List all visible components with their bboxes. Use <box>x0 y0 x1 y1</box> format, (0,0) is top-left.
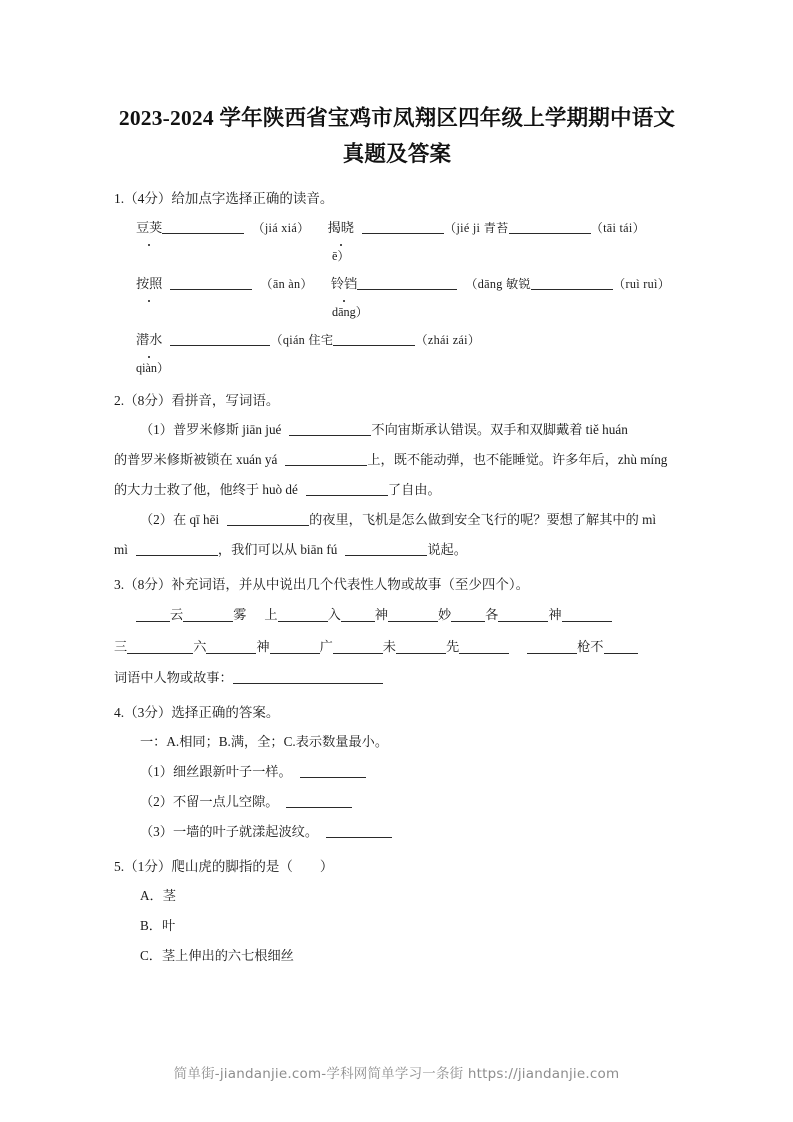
q3-r2-blank-8[interactable] <box>604 640 638 654</box>
q2-blank-6[interactable] <box>345 542 427 556</box>
question-1-line-1 <box>114 213 690 269</box>
question-5-choice-b[interactable]: B．叶 <box>140 918 176 933</box>
question-2-sub2-line2 <box>114 535 690 565</box>
q3-r2-char-1: 三 <box>114 639 128 654</box>
q4-item-3-blank[interactable] <box>326 824 392 838</box>
question-4-points: （3分） <box>124 705 172 720</box>
q1-pinyin-4: （ān àn） <box>260 277 313 291</box>
q1-pinyin-6: （ruì ruì） <box>612 277 671 291</box>
question-2-points: （8分） <box>124 393 172 408</box>
q3-r2-blank-3[interactable] <box>270 640 320 654</box>
q1-pinyin-4-wrap: dāng） <box>332 305 368 319</box>
page-title <box>112 100 682 172</box>
q3-r2-blank-7[interactable] <box>527 640 577 654</box>
q3-r1-blank-7[interactable] <box>498 608 548 622</box>
q1-blank-1[interactable] <box>162 220 244 234</box>
q1-pinyin-7: （qián 住宅 <box>270 333 334 347</box>
question-3-idiom-row-1 <box>114 599 690 631</box>
questions-container <box>114 185 690 973</box>
q2-sub1-text-a: （1）普罗米修斯 jiān jué <box>140 422 282 437</box>
q2-sub1-text-c: 的普罗米修斯被锁在 xuán yá <box>114 452 278 467</box>
q1-word-qianshui: 潜水 <box>136 325 162 355</box>
q3-r1-char-1: 云 <box>170 607 184 622</box>
q3-r1-blank-1[interactable] <box>136 608 170 622</box>
q2-blank-1[interactable] <box>289 422 371 436</box>
q1-word-jiexiao: 揭晓 <box>328 213 354 243</box>
title-line-1: 2023-2024 学年陕西省宝鸡市凤翔区四年级上学期期中语文 <box>118 106 676 130</box>
q2-blank-3[interactable] <box>306 482 388 496</box>
q1-pinyin-5: （dāng 敏锐 <box>465 277 531 291</box>
question-3-stem: 补充词语，并从中说出几个代表性人物或故事（至少四个）。 <box>171 577 530 592</box>
question-3-header <box>114 571 690 599</box>
question-4-header <box>114 699 690 727</box>
question-4-item-2 <box>114 787 690 817</box>
q3-r2-blank-5[interactable] <box>396 640 446 654</box>
question-4 <box>114 699 690 847</box>
q3-r2-char-4: 广 <box>319 639 333 654</box>
q1-pinyin-3: （tāi tái） <box>590 221 646 235</box>
q2-blank-5[interactable] <box>136 542 218 556</box>
q3-r2-blank-1[interactable] <box>127 640 193 654</box>
q2-sub2-text-c: mì <box>114 542 128 557</box>
q1-word-anzhao: 按照 <box>136 269 162 299</box>
q3-r2-char-6: 先 <box>445 639 460 654</box>
q3-r1-char-5: 神 <box>374 607 388 622</box>
q3-r1-char-7: 各 <box>485 607 499 622</box>
q1-blank-2[interactable] <box>362 220 444 234</box>
q3-r2-char-5: 未 <box>382 639 396 654</box>
question-2-sub1-line1 <box>114 415 690 445</box>
q4-item-1-text: （1）细丝跟新叶子一样。 <box>140 764 292 779</box>
question-4-stem: 选择正确的答案。 <box>171 705 280 720</box>
question-5 <box>114 853 690 971</box>
question-1-number: 1. <box>114 191 125 206</box>
q2-sub1-text-f: 了自由。 <box>387 482 441 497</box>
question-2-stem: 看拼音，写词语。 <box>171 393 280 408</box>
q4-item-1-blank[interactable] <box>300 764 366 778</box>
question-1-stem: 给加点字选择正确的读音。 <box>171 191 334 206</box>
question-3-answer-line <box>114 663 690 693</box>
question-3-idiom-row-2 <box>114 631 690 663</box>
q1-blank-4[interactable] <box>170 276 252 290</box>
q3-r1-char-3: 上 <box>264 607 278 622</box>
q1-pinyin-8: （zhái zái） <box>415 333 481 347</box>
question-1-points: （4分） <box>124 191 172 206</box>
q1-pinyin-7-wrap: qiàn） <box>136 361 170 375</box>
q2-sub1-text-b: 不向宙斯承认错误。双手和双脚戴着 tiě huán <box>371 422 628 437</box>
question-5-points: （1分） <box>124 859 172 874</box>
q3-r2-blank-6[interactable] <box>459 640 509 654</box>
q3-r2-char-2: 六 <box>193 639 207 654</box>
footer-watermark: 简单街-jiandanjie.com-学科网简单学习一条街 https://jiandanjie.com <box>173 1066 620 1082</box>
question-3 <box>114 571 690 693</box>
q2-blank-2[interactable] <box>285 452 367 466</box>
q3-r1-blank-3[interactable] <box>278 608 328 622</box>
q1-blank-5[interactable] <box>357 276 457 290</box>
q1-blank-3[interactable] <box>509 220 591 234</box>
question-1 <box>114 185 690 381</box>
question-5-choice-a[interactable]: A．茎 <box>140 888 176 903</box>
q3-r1-char-8: 神 <box>548 607 562 622</box>
question-3-number: 3. <box>114 577 125 592</box>
q3-r2-char-8: 枪不 <box>577 639 604 654</box>
q3-r2-char-3: 神 <box>256 639 270 654</box>
q1-pinyin-2: （jié ji 青苔 <box>443 221 509 235</box>
q2-blank-4[interactable] <box>227 512 309 526</box>
question-1-line-2 <box>114 269 690 325</box>
question-4-number: 4. <box>114 705 125 720</box>
q3-r1-blank-5[interactable] <box>388 608 438 622</box>
q1-blank-6[interactable] <box>531 276 613 290</box>
q3-r1-char-2: 雾 <box>233 607 247 622</box>
q3-r2-blank-4[interactable] <box>333 640 383 654</box>
question-1-header <box>114 185 690 213</box>
question-4-item-3 <box>114 817 690 847</box>
q3-r1-char-6: 妙 <box>437 607 452 622</box>
q4-item-2-text: （2）不留一点儿空隙。 <box>140 794 279 809</box>
question-2-sub2-line1 <box>114 505 690 535</box>
question-5-header <box>114 853 690 881</box>
question-3-points: （8分） <box>124 577 172 592</box>
question-5-choice-c[interactable]: C．茎上伸出的六七根细丝 <box>140 948 294 963</box>
q3-r2-blank-2[interactable] <box>206 640 256 654</box>
q3-answer-label: 词语中人物或故事： <box>114 670 233 685</box>
q1-blank-8[interactable] <box>333 332 415 346</box>
question-2-sub1-line3 <box>114 475 690 505</box>
question-2-sub1-line2 <box>114 445 690 475</box>
q2-sub1-text-d: 上，既不能动弹，也不能睡觉。许多年后，zhù míng <box>367 452 668 467</box>
question-1-line-3 <box>114 325 690 381</box>
q3-r1-char-4: 入 <box>327 607 341 622</box>
q3-r1-blank-8[interactable] <box>562 608 612 622</box>
q3-r1-blank-6[interactable] <box>451 608 485 622</box>
title-line-2: 真题及答案 <box>342 142 452 166</box>
question-4-options-legend: 一：A.相同；B.满，全；C.表示数量最小。 <box>140 734 389 749</box>
q2-sub2-text-d: ，我们可以从 biān fú <box>217 542 338 557</box>
q1-word-doujia: 豆荚 <box>136 213 162 243</box>
q4-item-3-text: （3）一墙的叶子就漾起波纹。 <box>140 824 319 839</box>
q2-sub1-text-e: 的大力士救了他，他终于 huò dé <box>114 482 298 497</box>
q2-sub2-text-b: 的夜里，飞机是怎么做到安全飞行的呢？要想了解其中的 mì <box>309 512 657 527</box>
question-4-item-1 <box>114 757 690 787</box>
question-2-number: 2. <box>114 393 125 408</box>
q4-item-2-blank[interactable] <box>286 794 352 808</box>
q2-sub2-text-a: （2）在 qī hēi <box>140 512 220 527</box>
q3-answer-blank[interactable] <box>233 670 383 684</box>
q1-pinyin-1: （jiá xiá） <box>252 221 310 235</box>
question-5-stem: 爬山虎的脚指的是（ ） <box>171 859 334 874</box>
question-2-header <box>114 387 690 415</box>
q2-sub2-text-e: 说起。 <box>427 542 467 557</box>
q1-blank-7[interactable] <box>170 332 270 346</box>
q3-r1-blank-2[interactable] <box>183 608 233 622</box>
question-5-number: 5. <box>114 859 125 874</box>
q1-word-lingdang: 铃铛 <box>331 269 357 299</box>
q1-pinyin-1-wrap: ē） <box>332 249 350 263</box>
q3-r1-blank-4[interactable] <box>341 608 375 622</box>
question-2 <box>114 387 690 565</box>
